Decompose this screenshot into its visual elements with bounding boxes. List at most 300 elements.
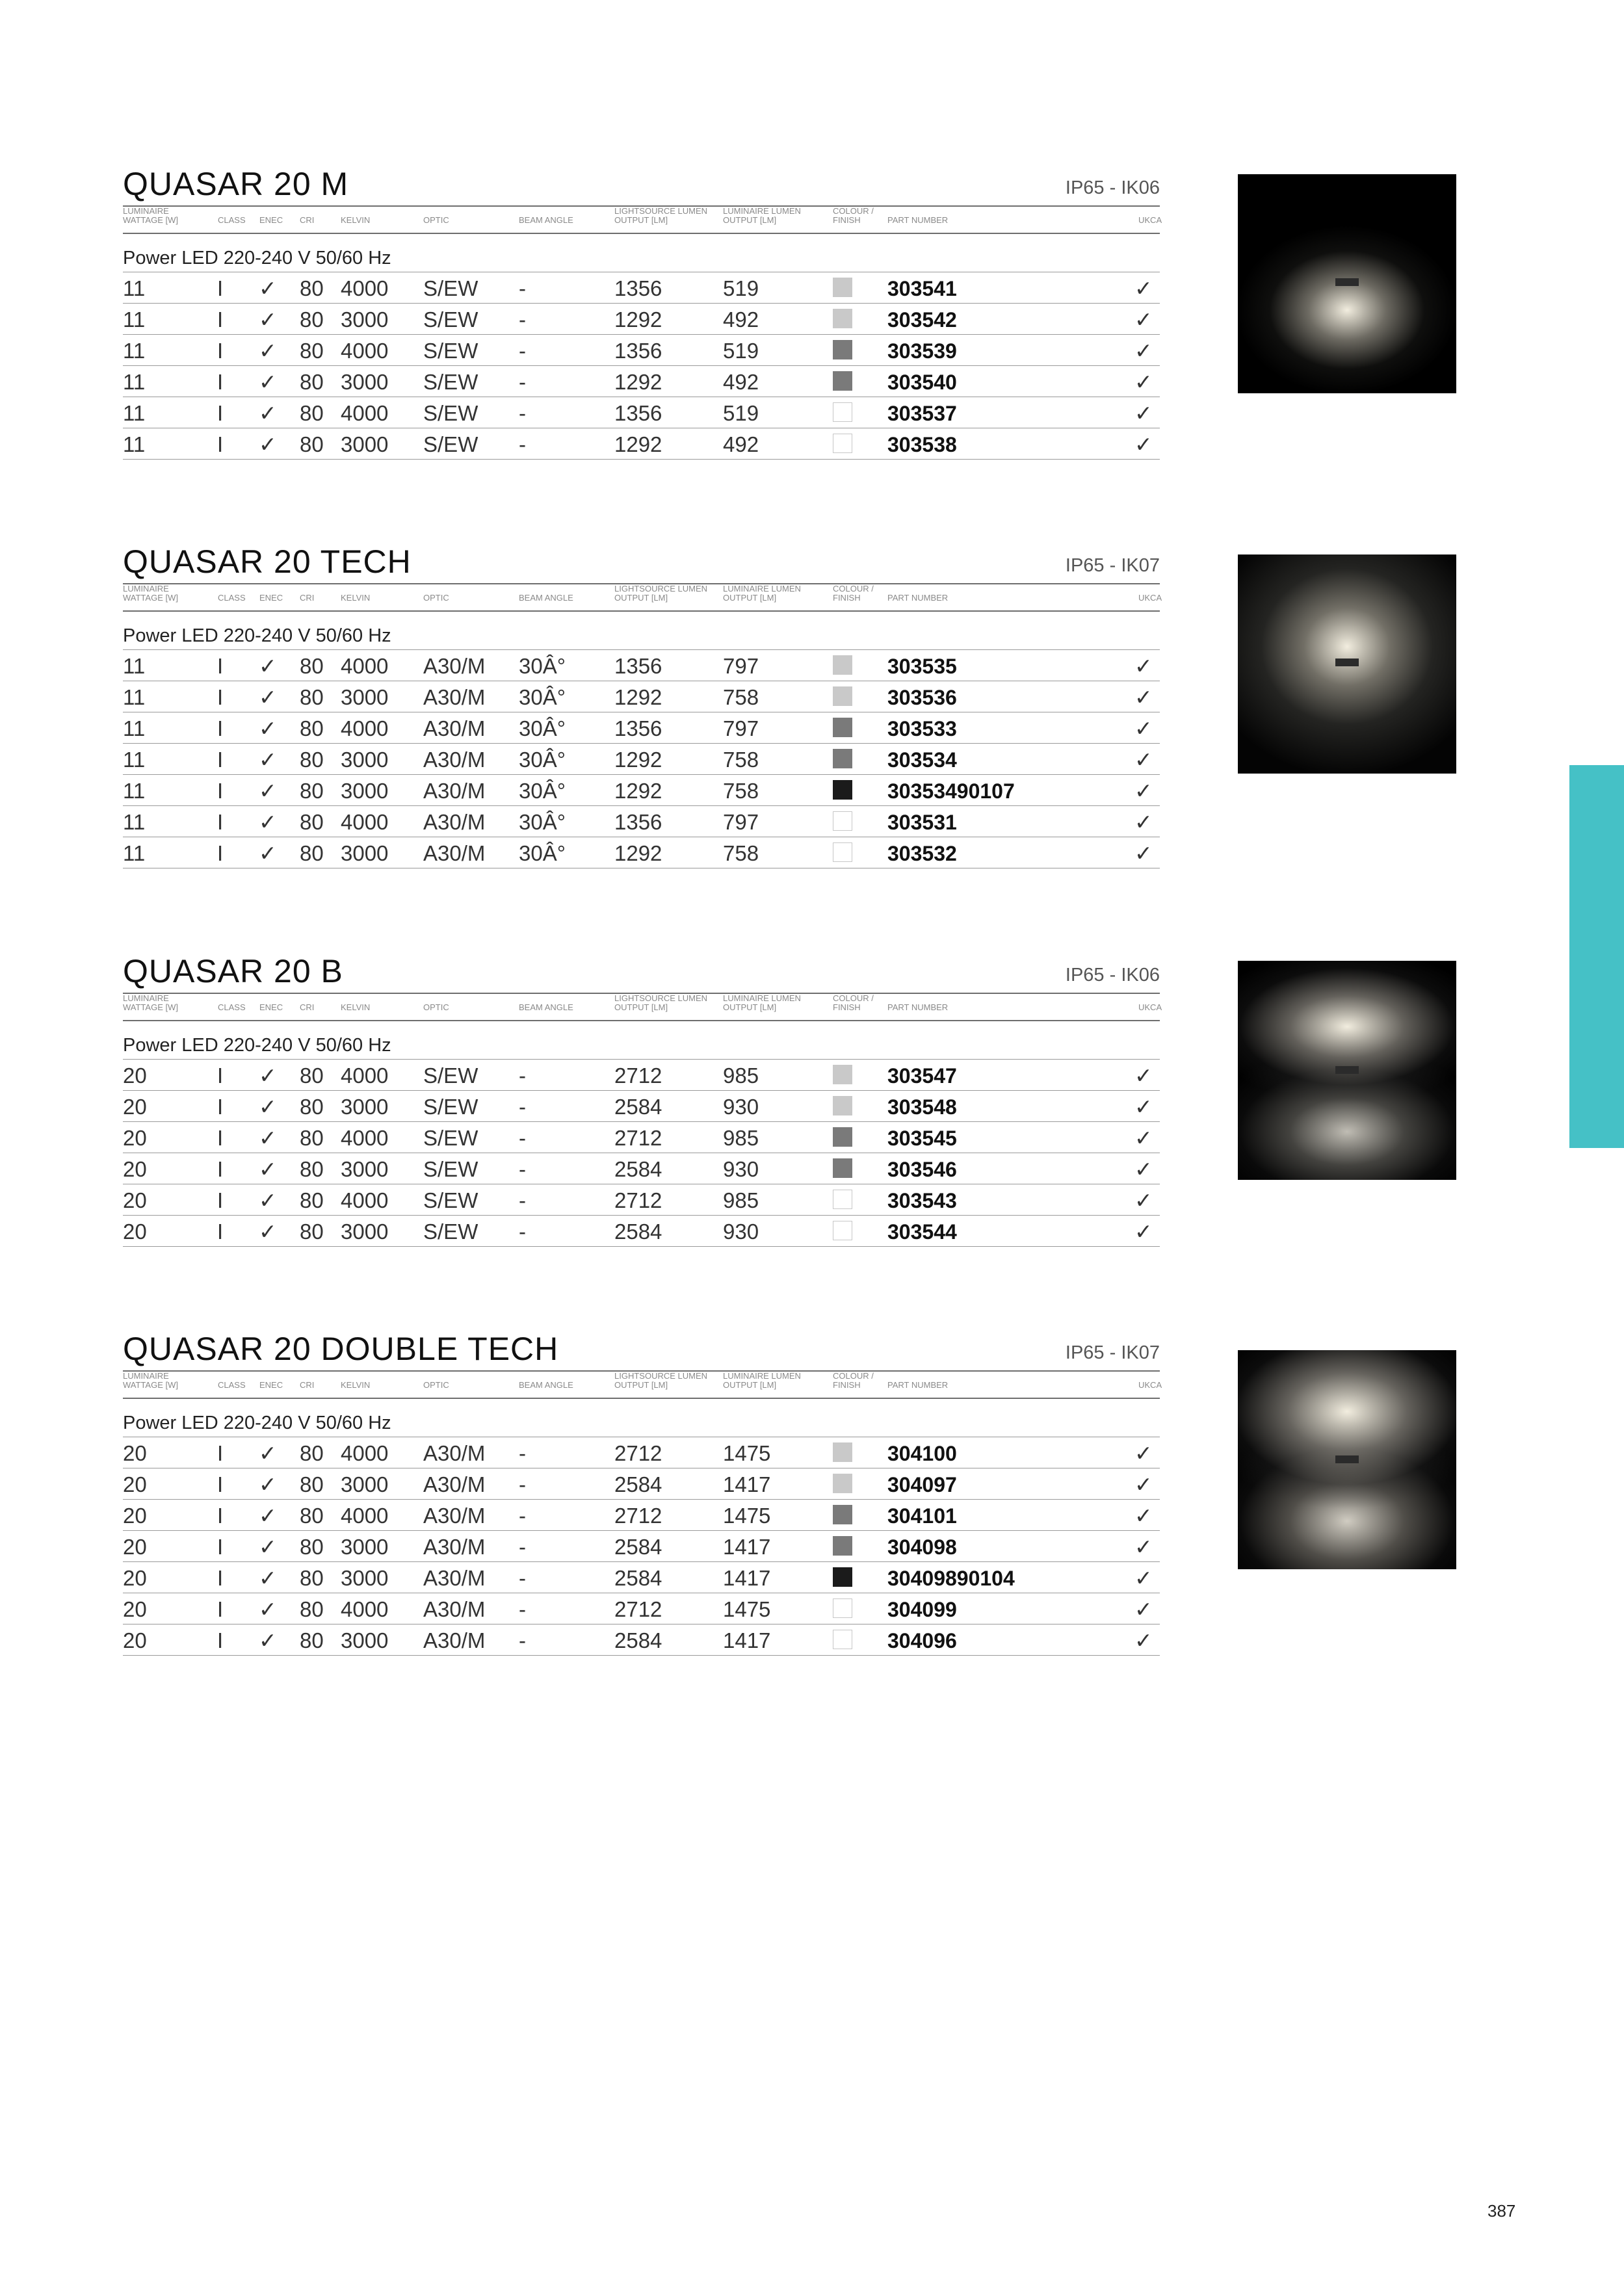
luminaire-lumen-cell: 492 — [723, 307, 759, 332]
table-row — [123, 397, 1160, 428]
lightsource-lumen-cell: 2584 — [614, 1095, 662, 1119]
optic-cell: S/EW — [423, 339, 478, 363]
wattage-cell: 20 — [123, 1535, 147, 1559]
part-number: 303543 — [887, 1189, 957, 1212]
colour-swatch — [833, 1221, 852, 1240]
header-optic: OPTIC — [423, 215, 449, 225]
table-row — [123, 1153, 1160, 1184]
product-section — [123, 951, 1160, 1247]
part-number: 303542 — [887, 308, 957, 332]
beam-angle-cell: - — [519, 1441, 526, 1465]
wattage-cell: 20 — [123, 1472, 147, 1496]
enec-check: ✓ — [259, 1157, 277, 1181]
cri-cell: 80 — [300, 1063, 324, 1088]
header-part: PART NUMBER — [887, 1002, 949, 1012]
beam-angle-cell: 30Â° — [519, 810, 566, 834]
cri-cell: 80 — [300, 1441, 324, 1465]
ukca-check: ✓ — [1134, 401, 1153, 425]
cri-cell: 80 — [300, 339, 324, 363]
cri-cell: 80 — [300, 654, 324, 678]
part-number: 304100 — [887, 1442, 957, 1465]
header-kelvin: KELVIN — [341, 1380, 371, 1390]
group-label: Power LED 220-240 V 50/60 Hz — [123, 612, 1160, 650]
class-cell: I — [217, 1126, 224, 1150]
cri-cell: 80 — [300, 1597, 324, 1621]
colour-swatch — [833, 811, 852, 831]
colour-swatch — [833, 278, 852, 297]
luminaire-lumen-cell: 758 — [723, 748, 759, 772]
header-enec: ENEC — [259, 215, 283, 225]
beam-angle-cell: - — [519, 1504, 526, 1528]
class-cell: I — [217, 401, 224, 425]
optic-cell: S/EW — [423, 370, 478, 394]
luminaire-lumen-cell: 758 — [723, 685, 759, 709]
header-optic: OPTIC — [423, 1380, 449, 1390]
header-wattage: LUMINAIRE WATTAGE [W] — [123, 993, 178, 1012]
optic-cell: S/EW — [423, 307, 478, 332]
kelvin-cell: 3000 — [341, 370, 389, 394]
ip-ik-rating: IP65 - IK07 — [1065, 555, 1160, 576]
product-photo-quasar-20-b — [1238, 961, 1456, 1180]
header-wattage: LUMINAIRE WATTAGE [W] — [123, 1371, 178, 1390]
kelvin-cell: 3000 — [341, 841, 389, 865]
part-number: 303548 — [887, 1095, 957, 1119]
enec-check: ✓ — [259, 779, 277, 803]
beam-angle-cell: - — [519, 401, 526, 425]
class-cell: I — [217, 779, 224, 803]
group-label: Power LED 220-240 V 50/60 Hz — [123, 1399, 1160, 1437]
colour-swatch — [833, 1536, 852, 1556]
lightsource-lumen-cell: 2584 — [614, 1472, 662, 1496]
ukca-check: ✓ — [1134, 841, 1153, 865]
section-header — [123, 951, 1160, 994]
wattage-cell: 11 — [123, 779, 146, 803]
header-beam: BEAM ANGLE — [519, 1002, 573, 1012]
table-row — [123, 1500, 1160, 1531]
kelvin-cell: 3000 — [341, 748, 389, 772]
ukca-check: ✓ — [1134, 779, 1153, 803]
optic-cell: A30/M — [423, 810, 486, 834]
header-ls-lumen: LIGHTSOURCE LUMEN OUTPUT [LM] — [614, 993, 708, 1012]
part-number: 304101 — [887, 1504, 957, 1528]
colour-swatch — [833, 1505, 852, 1524]
optic-cell: S/EW — [423, 276, 478, 300]
header-beam: BEAM ANGLE — [519, 215, 573, 225]
cri-cell: 80 — [300, 1220, 324, 1244]
ip-ik-rating: IP65 - IK06 — [1065, 965, 1160, 985]
enec-check: ✓ — [259, 810, 277, 834]
luminaire-lumen-cell: 797 — [723, 716, 759, 740]
ukca-check: ✓ — [1134, 685, 1153, 709]
lightsource-lumen-cell: 1292 — [614, 748, 662, 772]
part-number: 303539 — [887, 339, 957, 363]
kelvin-cell: 3000 — [341, 779, 389, 803]
enec-check: ✓ — [259, 1628, 277, 1652]
cri-cell: 80 — [300, 1188, 324, 1212]
enec-check: ✓ — [259, 1063, 277, 1088]
cri-cell: 80 — [300, 1628, 324, 1652]
lightsource-lumen-cell: 1356 — [614, 401, 662, 425]
beam-angle-cell: 30Â° — [519, 716, 566, 740]
lightsource-lumen-cell: 1292 — [614, 370, 662, 394]
luminaire-lumen-cell: 758 — [723, 779, 759, 803]
enec-check: ✓ — [259, 1441, 277, 1465]
colour-swatch — [833, 371, 852, 391]
part-number: 303541 — [887, 277, 957, 300]
optic-cell: S/EW — [423, 1063, 478, 1088]
class-cell: I — [217, 307, 224, 332]
kelvin-cell: 4000 — [341, 1597, 389, 1621]
part-number: 303544 — [887, 1220, 957, 1244]
kelvin-cell: 4000 — [341, 1126, 389, 1150]
ukca-check: ✓ — [1134, 1504, 1153, 1528]
ip-ik-rating: IP65 - IK06 — [1065, 177, 1160, 198]
class-cell: I — [217, 276, 224, 300]
lightsource-lumen-cell: 2584 — [614, 1157, 662, 1181]
section-header — [123, 1329, 1160, 1372]
part-number: 303533 — [887, 717, 957, 740]
enec-check: ✓ — [259, 1504, 277, 1528]
optic-cell: S/EW — [423, 432, 478, 456]
wattage-cell: 20 — [123, 1220, 147, 1244]
wattage-cell: 11 — [123, 276, 146, 300]
class-cell: I — [217, 841, 224, 865]
luminaire-lumen-cell: 1475 — [723, 1504, 771, 1528]
colour-swatch — [833, 1567, 852, 1587]
table-row — [123, 1562, 1160, 1593]
header-colour: COLOUR / FINISH — [833, 206, 874, 225]
header-class: CLASS — [218, 215, 246, 225]
ukca-check: ✓ — [1134, 276, 1153, 300]
class-cell: I — [217, 1597, 224, 1621]
table-row — [123, 1593, 1160, 1624]
cri-cell: 80 — [300, 685, 324, 709]
chapter-tab — [1569, 765, 1624, 1148]
beam-angle-cell: - — [519, 1063, 526, 1088]
class-cell: I — [217, 748, 224, 772]
product-photo-quasar-20-m — [1238, 174, 1456, 393]
enec-check: ✓ — [259, 1472, 277, 1496]
enec-check: ✓ — [259, 401, 277, 425]
colour-swatch — [833, 1096, 852, 1115]
class-cell: I — [217, 654, 224, 678]
part-number: 304099 — [887, 1598, 957, 1621]
optic-cell: A30/M — [423, 1504, 486, 1528]
optic-cell: A30/M — [423, 685, 486, 709]
beam-angle-cell: 30Â° — [519, 841, 566, 865]
lightsource-lumen-cell: 2584 — [614, 1566, 662, 1590]
colour-swatch — [833, 340, 852, 359]
colour-swatch — [833, 1065, 852, 1084]
header-cri: CRI — [300, 215, 315, 225]
header-kelvin: KELVIN — [341, 593, 371, 603]
optic-cell: A30/M — [423, 1535, 486, 1559]
optic-cell: A30/M — [423, 1597, 486, 1621]
ukca-check: ✓ — [1134, 1220, 1153, 1244]
luminaire-lumen-cell: 519 — [723, 339, 759, 363]
optic-cell: S/EW — [423, 1095, 478, 1119]
class-cell: I — [217, 1504, 224, 1528]
optic-cell: A30/M — [423, 654, 486, 678]
colour-swatch — [833, 402, 852, 422]
luminaire-lumen-cell: 1417 — [723, 1628, 771, 1652]
header-lum-lumen: LUMINAIRE LUMEN OUTPUT [LM] — [723, 1371, 801, 1390]
product-title: QUASAR 20 B — [123, 953, 343, 989]
part-number: 303534 — [887, 748, 957, 772]
class-cell: I — [217, 716, 224, 740]
header-ukca: UKCA — [1138, 1002, 1162, 1012]
lightsource-lumen-cell: 1292 — [614, 841, 662, 865]
luminaire-lumen-cell: 1417 — [723, 1472, 771, 1496]
kelvin-cell: 4000 — [341, 716, 389, 740]
header-beam: BEAM ANGLE — [519, 1380, 573, 1390]
kelvin-cell: 3000 — [341, 1157, 389, 1181]
header-colour: COLOUR / FINISH — [833, 1371, 874, 1390]
wattage-cell: 11 — [123, 307, 146, 332]
optic-cell: S/EW — [423, 1157, 478, 1181]
ukca-check: ✓ — [1134, 1628, 1153, 1652]
lightsource-lumen-cell: 2712 — [614, 1188, 662, 1212]
kelvin-cell: 3000 — [341, 1566, 389, 1590]
table-row — [123, 1060, 1160, 1091]
beam-angle-cell: - — [519, 1157, 526, 1181]
colour-swatch — [833, 780, 852, 800]
lightsource-lumen-cell: 2712 — [614, 1504, 662, 1528]
colour-swatch — [833, 655, 852, 675]
part-number: 303546 — [887, 1158, 957, 1181]
table-row — [123, 1468, 1160, 1500]
class-cell: I — [217, 432, 224, 456]
table-row — [123, 366, 1160, 397]
table-row — [123, 681, 1160, 712]
table-row — [123, 1184, 1160, 1216]
enec-check: ✓ — [259, 1095, 277, 1119]
lightsource-lumen-cell: 1356 — [614, 716, 662, 740]
product-section — [123, 164, 1160, 460]
colour-swatch — [833, 1630, 852, 1649]
optic-cell: S/EW — [423, 1126, 478, 1150]
part-number: 304098 — [887, 1535, 957, 1559]
kelvin-cell: 3000 — [341, 307, 389, 332]
wattage-cell: 20 — [123, 1597, 147, 1621]
lightsource-lumen-cell: 2584 — [614, 1535, 662, 1559]
header-class: CLASS — [218, 1380, 246, 1390]
wattage-cell: 20 — [123, 1126, 147, 1150]
wattage-cell: 20 — [123, 1157, 147, 1181]
product-title: QUASAR 20 DOUBLE TECH — [123, 1331, 559, 1367]
cri-cell: 80 — [300, 1157, 324, 1181]
ukca-check: ✓ — [1134, 654, 1153, 678]
luminaire-lumen-cell: 985 — [723, 1188, 759, 1212]
ukca-check: ✓ — [1134, 1063, 1153, 1088]
beam-angle-cell: - — [519, 432, 526, 456]
ukca-check: ✓ — [1134, 370, 1153, 394]
header-lum-lumen: LUMINAIRE LUMEN OUTPUT [LM] — [723, 993, 801, 1012]
header-wattage: LUMINAIRE WATTAGE [W] — [123, 206, 178, 225]
luminaire-lumen-cell: 519 — [723, 401, 759, 425]
cri-cell: 80 — [300, 307, 324, 332]
header-ukca: UKCA — [1138, 215, 1162, 225]
luminaire-lumen-cell: 1417 — [723, 1535, 771, 1559]
header-part: PART NUMBER — [887, 1380, 949, 1390]
enec-check: ✓ — [259, 1220, 277, 1244]
table-row — [123, 1216, 1160, 1247]
ukca-check: ✓ — [1134, 1597, 1153, 1621]
wattage-cell: 11 — [123, 432, 146, 456]
kelvin-cell: 4000 — [341, 339, 389, 363]
class-cell: I — [217, 810, 224, 834]
enec-check: ✓ — [259, 276, 277, 300]
luminaire-lumen-cell: 930 — [723, 1095, 759, 1119]
wattage-cell: 11 — [123, 654, 146, 678]
table-row — [123, 1091, 1160, 1122]
beam-angle-cell: - — [519, 339, 526, 363]
luminaire-lumen-cell: 797 — [723, 810, 759, 834]
enec-check: ✓ — [259, 339, 277, 363]
kelvin-cell: 3000 — [341, 1220, 389, 1244]
optic-cell: A30/M — [423, 841, 486, 865]
enec-check: ✓ — [259, 370, 277, 394]
kelvin-cell: 4000 — [341, 810, 389, 834]
header-cri: CRI — [300, 1002, 315, 1012]
kelvin-cell: 3000 — [341, 1095, 389, 1119]
table-header — [123, 994, 1160, 1021]
table-row — [123, 775, 1160, 806]
kelvin-cell: 3000 — [341, 1472, 389, 1496]
kelvin-cell: 3000 — [341, 432, 389, 456]
lightsource-lumen-cell: 2712 — [614, 1063, 662, 1088]
wattage-cell: 11 — [123, 841, 146, 865]
lightsource-lumen-cell: 1356 — [614, 276, 662, 300]
header-lum-lumen: LUMINAIRE LUMEN OUTPUT [LM] — [723, 584, 801, 603]
colour-swatch — [833, 1474, 852, 1493]
header-wattage: LUMINAIRE WATTAGE [W] — [123, 584, 178, 603]
optic-cell: A30/M — [423, 748, 486, 772]
enec-check: ✓ — [259, 1188, 277, 1212]
group-label: Power LED 220-240 V 50/60 Hz — [123, 234, 1160, 272]
header-enec: ENEC — [259, 1002, 283, 1012]
cri-cell: 80 — [300, 1535, 324, 1559]
product-photo-quasar-20-tech — [1238, 554, 1456, 774]
beam-angle-cell: - — [519, 276, 526, 300]
table-row — [123, 428, 1160, 460]
beam-angle-cell: - — [519, 1566, 526, 1590]
header-class: CLASS — [218, 1002, 246, 1012]
header-enec: ENEC — [259, 1380, 283, 1390]
table-row — [123, 712, 1160, 744]
lightsource-lumen-cell: 2712 — [614, 1126, 662, 1150]
luminaire-lumen-cell: 758 — [723, 841, 759, 865]
cri-cell: 80 — [300, 1126, 324, 1150]
lightsource-lumen-cell: 1292 — [614, 307, 662, 332]
table-row — [123, 1531, 1160, 1562]
cri-cell: 80 — [300, 1472, 324, 1496]
ukca-check: ✓ — [1134, 810, 1153, 834]
product-title: QUASAR 20 M — [123, 166, 349, 202]
table-row — [123, 1624, 1160, 1656]
table-row — [123, 837, 1160, 868]
header-ls-lumen: LIGHTSOURCE LUMEN OUTPUT [LM] — [614, 1371, 708, 1390]
wattage-cell: 20 — [123, 1628, 147, 1652]
beam-angle-cell: - — [519, 1126, 526, 1150]
cri-cell: 80 — [300, 432, 324, 456]
table-row — [123, 650, 1160, 681]
cri-cell: 80 — [300, 810, 324, 834]
luminaire-lumen-cell: 1475 — [723, 1597, 771, 1621]
header-colour: COLOUR / FINISH — [833, 993, 874, 1012]
part-number: 304096 — [887, 1629, 957, 1652]
colour-swatch — [833, 749, 852, 768]
luminaire-lumen-cell: 492 — [723, 432, 759, 456]
class-cell: I — [217, 1095, 224, 1119]
table-row — [123, 272, 1160, 304]
beam-angle-cell: 30Â° — [519, 654, 566, 678]
cri-cell: 80 — [300, 779, 324, 803]
part-number: 303545 — [887, 1127, 957, 1150]
optic-cell: A30/M — [423, 779, 486, 803]
colour-swatch — [833, 434, 852, 453]
cri-cell: 80 — [300, 370, 324, 394]
part-number: 30353490107 — [887, 779, 1015, 803]
ukca-check: ✓ — [1134, 1095, 1153, 1119]
kelvin-cell: 3000 — [341, 685, 389, 709]
cri-cell: 80 — [300, 716, 324, 740]
optic-cell: S/EW — [423, 1188, 478, 1212]
ukca-check: ✓ — [1134, 339, 1153, 363]
class-cell: I — [217, 1472, 224, 1496]
wattage-cell: 20 — [123, 1063, 147, 1088]
enec-check: ✓ — [259, 748, 277, 772]
beam-angle-cell: - — [519, 307, 526, 332]
wattage-cell: 11 — [123, 401, 146, 425]
part-number: 303531 — [887, 811, 957, 834]
ukca-check: ✓ — [1134, 1566, 1153, 1590]
class-cell: I — [217, 370, 224, 394]
ukca-check: ✓ — [1134, 1535, 1153, 1559]
optic-cell: A30/M — [423, 716, 486, 740]
enec-check: ✓ — [259, 654, 277, 678]
luminaire-lumen-cell: 797 — [723, 654, 759, 678]
colour-swatch — [833, 842, 852, 862]
kelvin-cell: 4000 — [341, 1063, 389, 1088]
enec-check: ✓ — [259, 716, 277, 740]
ukca-check: ✓ — [1134, 307, 1153, 332]
header-part: PART NUMBER — [887, 215, 949, 225]
lightsource-lumen-cell: 1356 — [614, 654, 662, 678]
beam-angle-cell: 30Â° — [519, 779, 566, 803]
lightsource-lumen-cell: 2712 — [614, 1597, 662, 1621]
optic-cell: A30/M — [423, 1472, 486, 1496]
header-beam: BEAM ANGLE — [519, 593, 573, 603]
table-row — [123, 744, 1160, 775]
beam-angle-cell: - — [519, 1188, 526, 1212]
luminaire-lumen-cell: 985 — [723, 1126, 759, 1150]
luminaire-lumen-cell: 1475 — [723, 1441, 771, 1465]
luminaire-lumen-cell: 930 — [723, 1157, 759, 1181]
kelvin-cell: 3000 — [341, 1628, 389, 1652]
colour-swatch — [833, 1190, 852, 1209]
header-kelvin: KELVIN — [341, 1002, 371, 1012]
lightsource-lumen-cell: 2584 — [614, 1220, 662, 1244]
product-section — [123, 1329, 1160, 1656]
class-cell: I — [217, 1628, 224, 1652]
luminaire-lumen-cell: 1417 — [723, 1566, 771, 1590]
part-number: 303540 — [887, 371, 957, 394]
lightsource-lumen-cell: 1292 — [614, 432, 662, 456]
cri-cell: 80 — [300, 1095, 324, 1119]
class-cell: I — [217, 685, 224, 709]
wattage-cell: 20 — [123, 1441, 147, 1465]
